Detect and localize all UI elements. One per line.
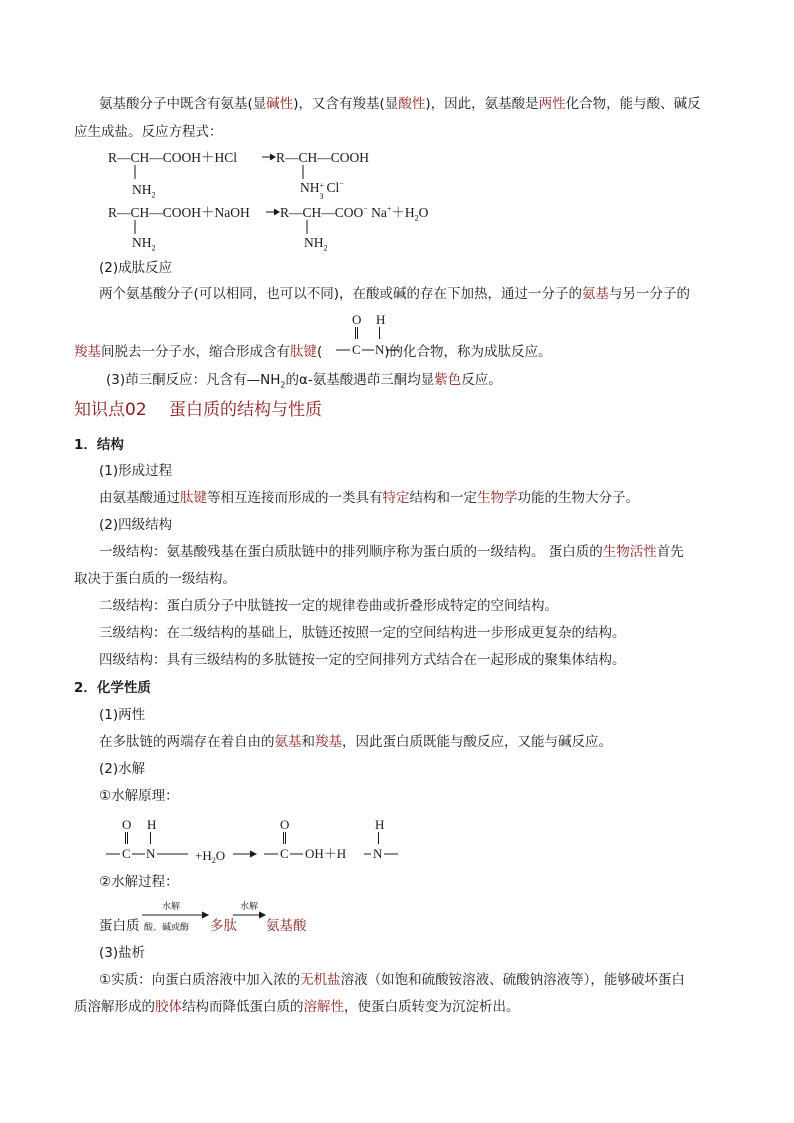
process-middle: 多肽	[210, 918, 237, 934]
term-acidic: 酸性	[398, 96, 426, 112]
bond-h: H	[376, 312, 386, 327]
levels-heading: (2)四级结构	[99, 517, 173, 533]
peptide-line1: 两个氨基酸分子(可以相同，也可以不同)，在酸或碱的存在下加热，通过一分子的氨基与另一分子的	[99, 286, 691, 302]
arrow2-top: 水解	[240, 901, 259, 911]
formation-line: 由氨基酸通过肽键等相互连接而形成的一类具有特定结构和一定生物学功能的生物大分子。	[99, 490, 639, 506]
primary-line2: 取决于蛋白质的一级结构。	[74, 571, 236, 587]
amphoteric-intro-line1	[99, 98, 701, 112]
eq2-reactant-amino: $NH_2$	[132, 235, 156, 253]
term-carboxyl: 羧基	[315, 734, 342, 750]
term-specific: 特定	[382, 490, 410, 506]
salting-line1: ①实质：向蛋白质溶液中加入浓的无机盐溶液（如饱和硫酸铵溶液、硫酸钠溶液等），能够破坏蛋白	[99, 972, 685, 988]
secondary-line: 二级结构：蛋白质分子中肽链按一定的规律卷曲或折叠形成特定的空间结构。	[99, 598, 558, 614]
arrow1-bottom: 酸、碱或酶	[144, 922, 190, 932]
eq-c: C	[122, 846, 131, 861]
text-run: )，又含有羧基(显	[293, 96, 399, 112]
ninhydrin-line: (3)茚三酮反应：凡含有$—NH_2$的α-氨基酸遇茚三酮均显紫色反应。	[106, 372, 502, 390]
text-run: 化合物，能与酸、碱反	[565, 96, 701, 112]
eq2-product: R—CH—COO− $Na^++H_2O$	[280, 204, 429, 223]
term-amino: 氨基	[274, 734, 302, 750]
principle-label: ①水解原理：	[99, 788, 179, 804]
primary-line1: 一级结构：氨基酸残基在蛋白质肽链中的排列顺序称为蛋白质的一级结构。 蛋白质的生物活性首先	[99, 544, 684, 560]
hydrolysis-equation	[100, 816, 410, 868]
bond-o: O	[352, 312, 362, 327]
eq-n2: N	[373, 846, 383, 861]
eq1-reactant-bond	[134, 165, 136, 179]
term-inorganic-salt: 无机盐	[300, 972, 341, 988]
term-purple: 紫色	[434, 372, 462, 388]
salting-heading: (3)盐析	[99, 945, 146, 961]
eq1-reactant-amino: $NH_2$	[132, 182, 156, 200]
eq2-reactant: R—CH—COOH＋NaOH	[108, 205, 250, 220]
eq2-product-amino: $NH_2$	[304, 235, 328, 253]
term-peptide-bond: 肽键	[180, 490, 207, 506]
eq-oh: OH＋H	[305, 846, 347, 861]
eq2-reactant-bond	[134, 220, 136, 234]
term-amphoteric: 两性	[538, 96, 566, 112]
properties-title: 2．化学性质	[74, 680, 151, 696]
arrow-icon	[266, 205, 280, 219]
term-peptide-bond: 肽键	[290, 344, 317, 360]
arrow-icon	[262, 150, 276, 164]
text-run: )，因此，氨基酸是	[425, 96, 539, 112]
hydrolysis-heading: (2)水解	[99, 761, 146, 777]
process-label: ②水解过程：	[99, 874, 179, 890]
svg-text:H: H	[375, 817, 385, 832]
eq1-product-bond	[302, 165, 304, 179]
eq1-product-ammonium: NH + 3 Cl−	[300, 179, 344, 201]
svg-text:C: C	[280, 846, 289, 861]
term-biology: 生物学	[477, 490, 518, 506]
svg-text:+H2O: $+H_2O$	[195, 848, 226, 865]
bond-c: C	[352, 342, 361, 357]
term-colloid: 胶体	[155, 999, 182, 1015]
eq2-product-bond	[306, 220, 308, 234]
eq-o: O	[122, 817, 132, 832]
process-start: 蛋白质	[99, 918, 140, 934]
eq-n: N	[146, 846, 156, 861]
term-carboxyl: 羧基	[74, 344, 101, 360]
svg-text:O: O	[280, 817, 290, 832]
eq-h: H	[147, 817, 157, 832]
arrow1-top: 水解	[162, 901, 181, 911]
eq1-arrow	[262, 150, 276, 164]
quaternary-line: 四级结构：具有三级结构的多肽链按一定的空间排列方式结合在一起形成的聚集体结构。	[99, 652, 626, 668]
eq1-reactant: R—CH—COOH＋HCl	[108, 150, 238, 165]
amphoteric-heading: (1)两性	[99, 707, 146, 723]
bond-n: N	[375, 342, 385, 357]
eq2-arrow	[266, 205, 280, 219]
eq-water: +H	[195, 848, 212, 863]
process-end: 氨基酸	[266, 918, 307, 934]
amphoteric-line: 在多肽链的两端存在着自由的氨基和羧基，因此蛋白质既能与酸反应，又能与碱反应。	[99, 734, 612, 750]
tertiary-line: 三级结构：在二级结构的基础上，肽链还按照一定的空间结构进一步形成更复杂的结构。	[99, 625, 626, 641]
amphoteric-intro-line2: 应生成盐。反应方程式：	[74, 124, 223, 140]
peptide-line2: 羧基间脱去一分子水，缩合形成含有肽键( )的化合物，称为成肽反应。	[74, 344, 552, 360]
term-amino: 氨基	[582, 286, 610, 302]
formation-heading: (1)形成过程	[99, 463, 173, 479]
term-basic: 碱性	[266, 96, 294, 112]
peptide-heading: (2)成肽反应	[99, 260, 173, 276]
structure-title: 1．结构	[74, 437, 124, 453]
peptide-bond-structure	[330, 310, 410, 362]
section-heading: 知识点02 蛋白质的结构与性质	[74, 400, 323, 420]
text-run: 氨基酸分子中既含有氨基(显	[99, 96, 267, 112]
eq1-product: R—CH—COOH	[276, 150, 370, 165]
term-bioactivity: 生物活性	[602, 544, 657, 560]
term-solubility: 溶解性	[303, 999, 344, 1015]
salting-line2: 质溶解形成的胶体结构而降低蛋白质的溶解性，使蛋白质转变为沉淀析出。	[74, 999, 520, 1015]
